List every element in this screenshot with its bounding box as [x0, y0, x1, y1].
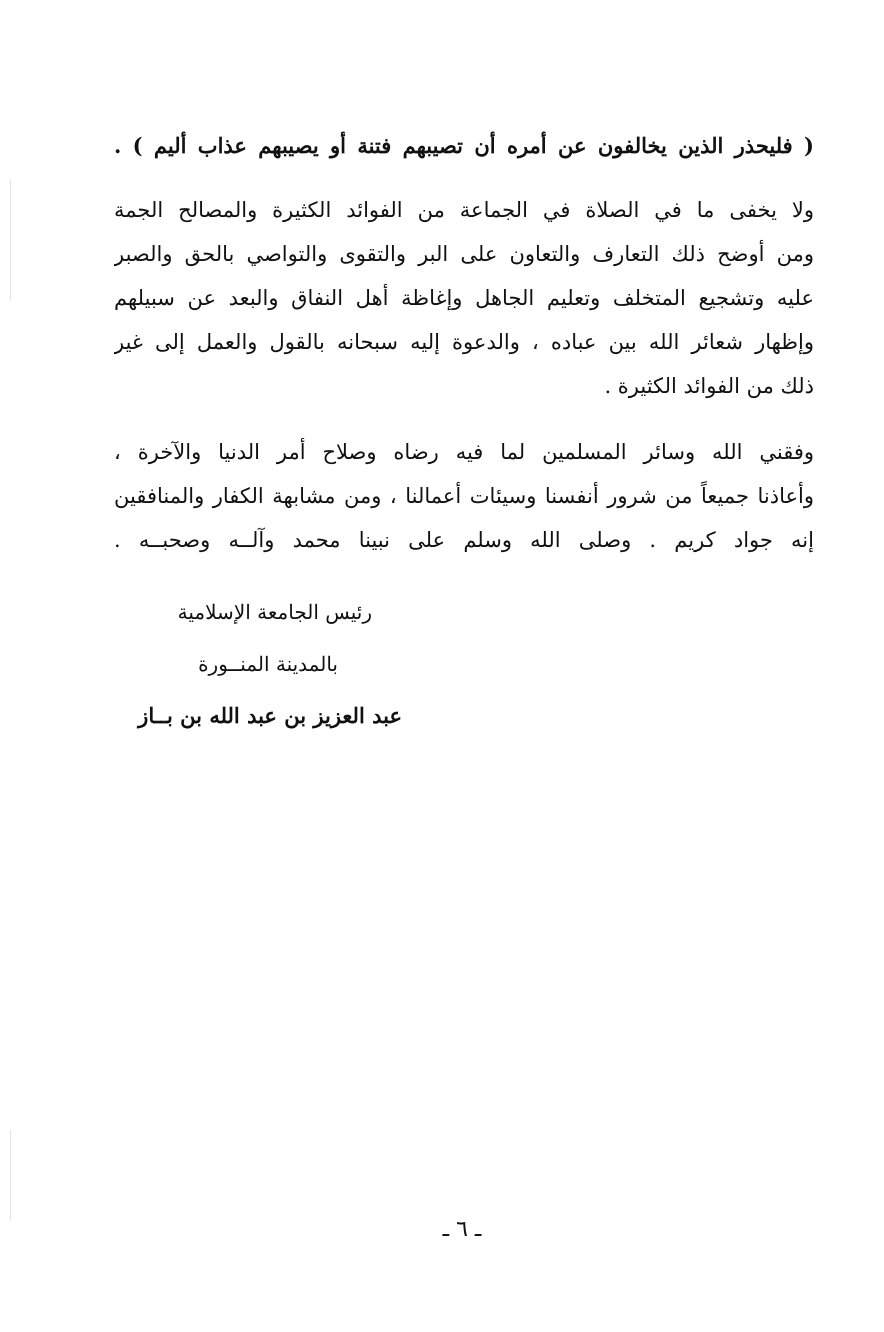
paragraph-line: عليه وتشجيع المتخلف وتعليم الجاهل وإغاظة أهل النفاق والبعد عن سبيلهم	[114, 286, 814, 310]
page-number: ـ ٦ ـ	[442, 1217, 482, 1242]
paragraph-line: ومن أوضح ذلك التعارف والتعاون على البر والتقوى والتواصي بالحق والصبر	[114, 242, 814, 266]
paragraph-line: ذلك من الفوائد الكثيرة .	[604, 374, 814, 398]
scan-edge-mark	[10, 180, 11, 300]
signature-title: رئيس الجامعة الإسلامية	[177, 600, 372, 624]
paragraph-line: ولا يخفى ما في الصلاة في الجماعة من الفوائد الكثيرة والمصالح الجمة	[114, 198, 814, 222]
signature-name: عبد العزيز بن عبد الله بن بــاز	[138, 703, 402, 728]
scan-edge-mark	[10, 1130, 11, 1220]
signature-location: بالمدينة المنــورة	[198, 652, 338, 676]
paragraph-line: إنه جواد كريم . وصلى الله وسلم على نبينا محمد وآلــه وصحبــه .	[114, 528, 814, 552]
paragraph-line: وأعاذنا جميعاً من شرور أنفسنا وسيئات أعمالنا ، ومن مشابهة الكفار والمنافقين	[114, 484, 814, 508]
paragraph-line: وإظهار شعائر الله بين عباده ، والدعوة إليه سبحانه بالقول والعمل إلى غير	[114, 330, 814, 354]
paragraph-line: وفقني الله وسائر المسلمين لما فيه رضاه وصلاح أمر الدنيا والآخرة ،	[114, 440, 814, 464]
quran-quote: ( فليحذر الذين يخالفون عن أمره أن تصيبهم فتنة أو يصيبهم عذاب أليم ) .	[114, 133, 814, 158]
